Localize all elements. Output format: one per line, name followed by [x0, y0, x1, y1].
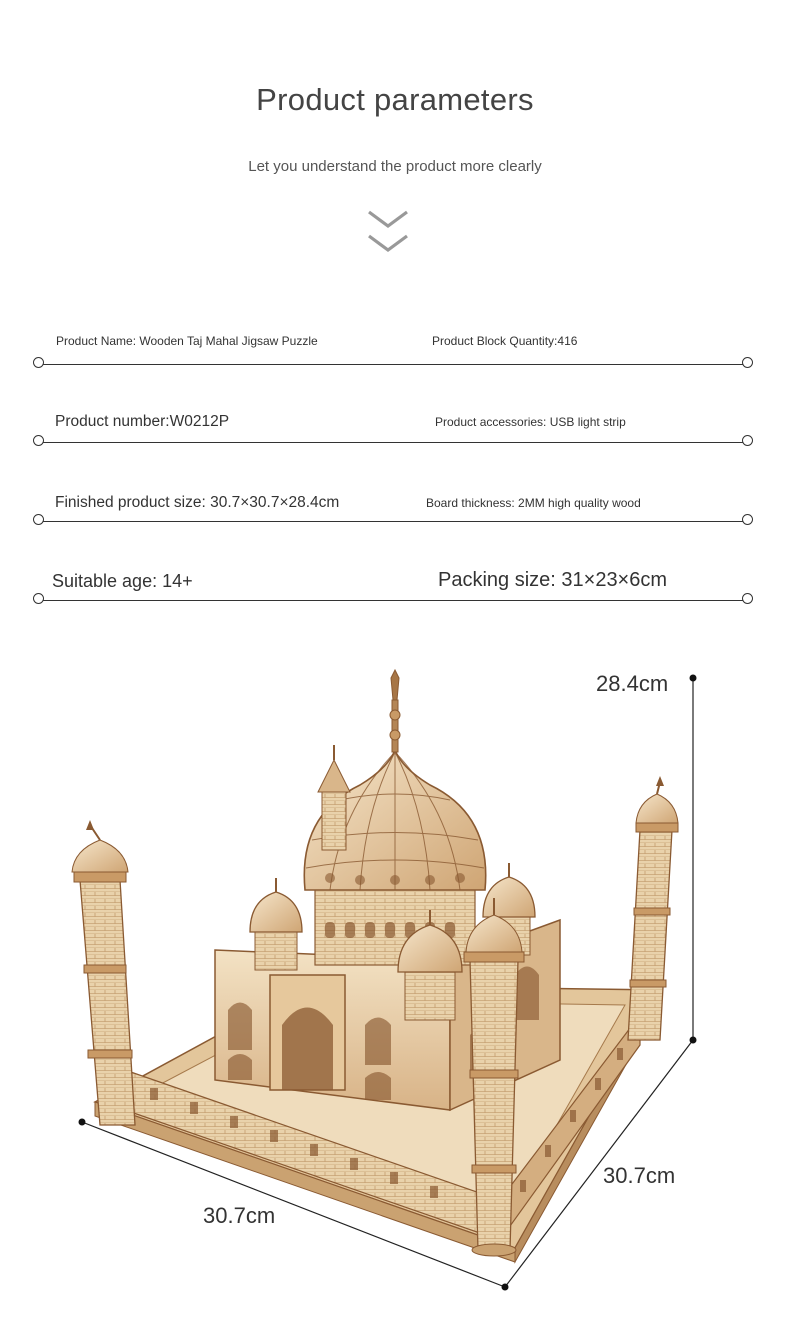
- param-divider-3: [33, 512, 753, 532]
- param-divider-4: [33, 591, 753, 611]
- double-chevron-down-icon: [366, 208, 410, 256]
- param-divider-1: [33, 355, 753, 375]
- accessories-label: Product accessories: USB light strip: [435, 415, 626, 429]
- product-name-label: Product Name: Wooden Taj Mahal Jigsaw Puzzle: [56, 334, 318, 348]
- finished-size-label: Finished product size: 30.7×30.7×28.4cm: [55, 494, 340, 511]
- side-width-dimension-label: 30.7cm: [603, 1163, 676, 1188]
- suitable-age-label: Suitable age: 14+: [52, 571, 193, 591]
- board-thickness-label: Board thickness: 2MM high quality wood: [426, 496, 641, 510]
- block-quantity-label: Product Block Quantity:416: [432, 334, 578, 348]
- product-number-label: Product number:W0212P: [55, 413, 230, 430]
- packing-size-label: Packing size: 31×23×6cm: [438, 569, 668, 591]
- height-dimension-label: 28.4cm: [596, 671, 669, 696]
- page-subtitle: Let you understand the product more clearly: [248, 158, 542, 175]
- product-image-taj-mahal: [0, 640, 790, 1322]
- param-divider-2: [33, 433, 753, 453]
- front-width-dimension-label: 30.7cm: [203, 1203, 276, 1228]
- page-title: Product parameters: [256, 82, 534, 117]
